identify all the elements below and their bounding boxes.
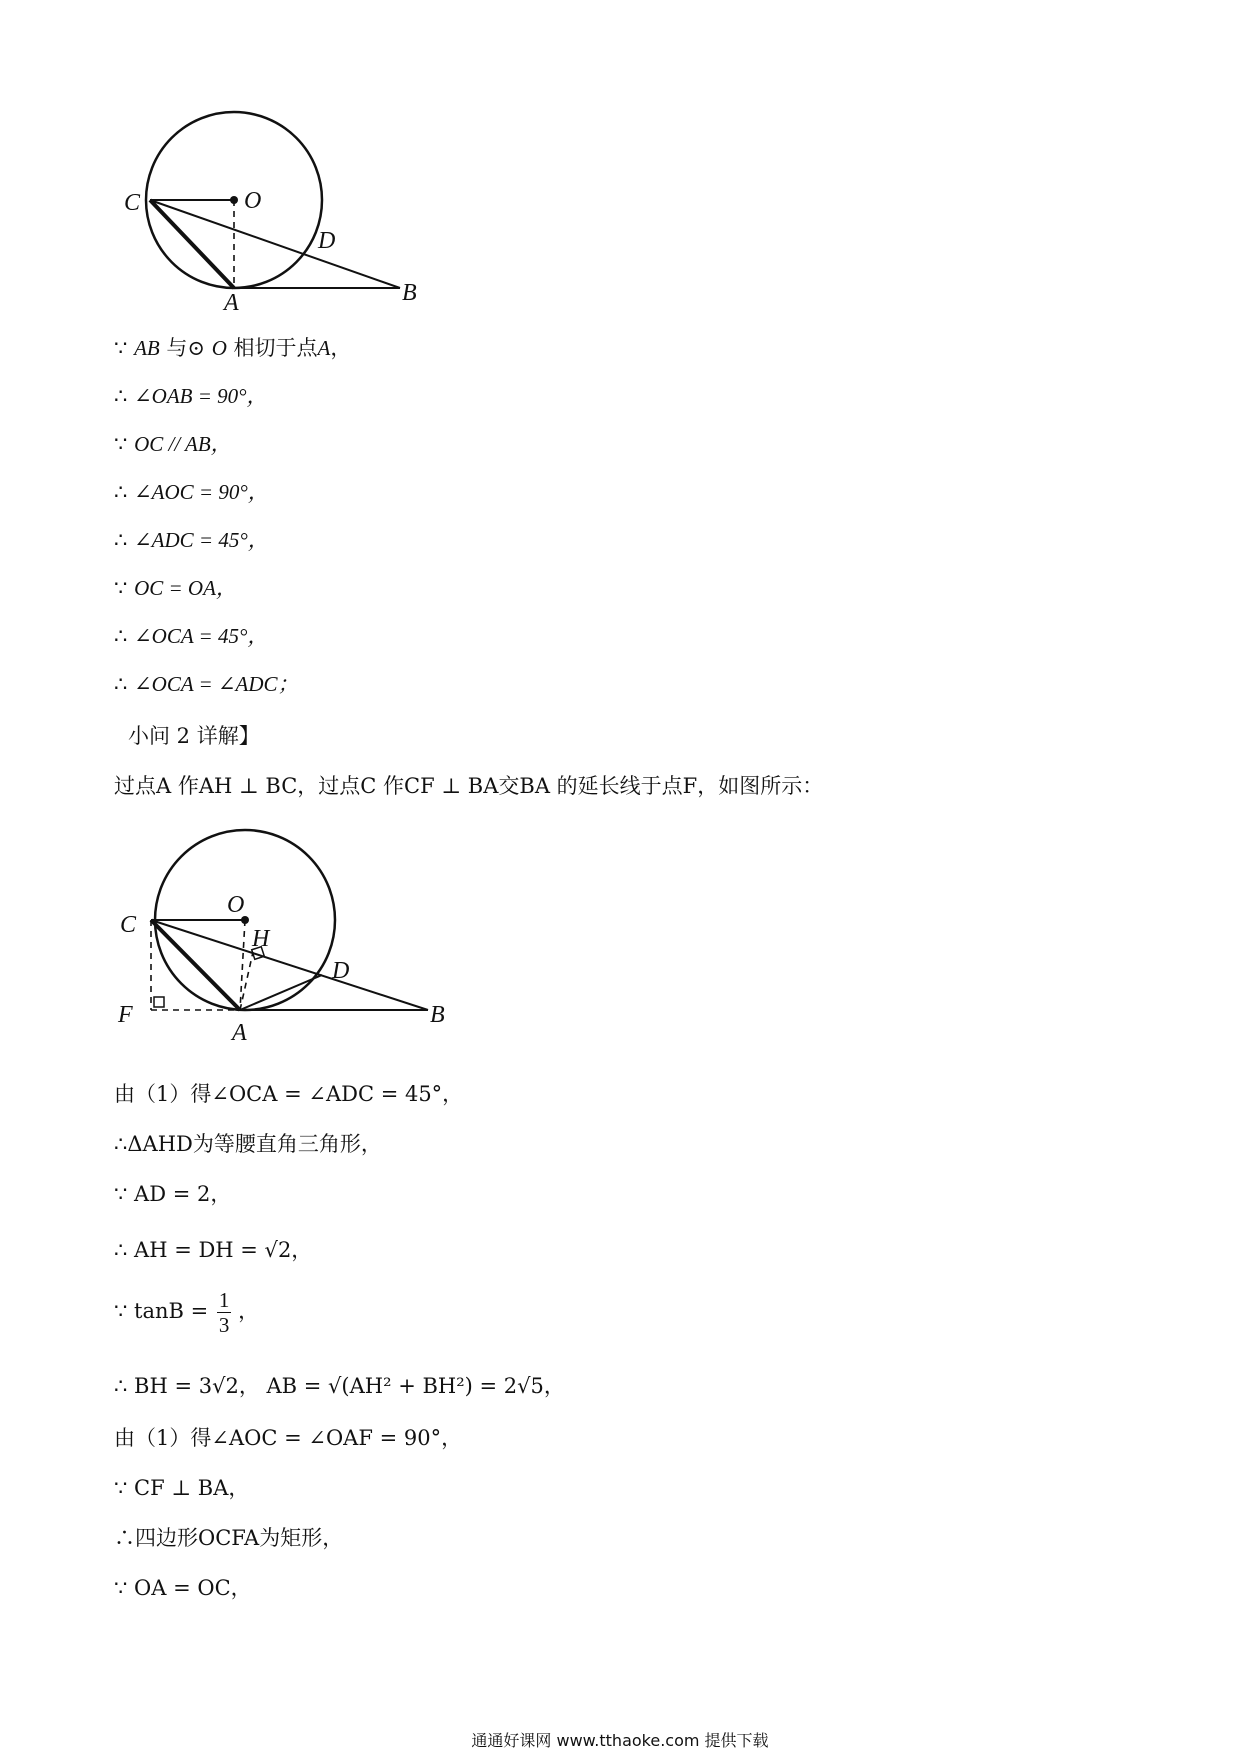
intro-text: 过点A 作AH ⊥ BC，过点C 作CF ⊥ BA交BA 的延长线于点F，如图所示： (114, 774, 824, 798)
step-1-3 (114, 430, 232, 458)
fraction-one-third (217, 1288, 232, 1337)
punct: ， (238, 1299, 260, 1323)
segment-ah-dashed (240, 952, 253, 1010)
step-text: ∠AOC = 90°， (134, 480, 269, 504)
step-2-1: 由（1）得∠OCA = ∠ADC = 45°， (114, 1082, 464, 1106)
section-title: 小问 2 详解】 (128, 724, 260, 748)
step-1-8 (114, 670, 299, 698)
step-text: ∠OCA = ∠ADC； (134, 672, 299, 696)
step-1-7 (114, 622, 268, 650)
step-2-5 (114, 1288, 259, 1337)
math-a: A (317, 336, 331, 360)
tan-prefix: ∵ tanB = (114, 1299, 215, 1323)
label-c: C (124, 190, 141, 216)
therefore-symbol: ∴ (114, 528, 128, 552)
text-tangent: 与⊙ (159, 336, 205, 360)
segment-ca (150, 200, 234, 288)
step-2-4: ∴ AH = DH = √2， (114, 1238, 313, 1262)
text-at-point: 相切于点 (226, 336, 318, 360)
step-1-1 (114, 334, 351, 362)
label-b: B (402, 280, 417, 306)
step-text: ∠OCA = 45°， (134, 624, 269, 648)
step-2-7: 由（1）得∠AOC = ∠OAF = 90°， (114, 1426, 463, 1450)
punct: ， (330, 336, 352, 360)
right-angle-f (154, 997, 164, 1007)
label-d: D (318, 228, 336, 254)
step-text: ∠OAB = 90°， (134, 384, 268, 408)
step-1-4 (114, 478, 269, 506)
step-text: OC // AB， (134, 432, 232, 456)
because-symbol: ∵ (114, 576, 128, 600)
step-2-6: ∴ BH = 3√2， AB = √(AH² + BH²) = 2√5， (114, 1374, 565, 1398)
math-ab: AB (134, 336, 160, 360)
because-symbol: ∵ (114, 336, 128, 360)
therefore-symbol: ∴ (114, 624, 128, 648)
label-a: A (232, 1020, 247, 1046)
step-2-3: ∵ AD = 2， (114, 1182, 232, 1206)
label-b: B (430, 1002, 445, 1028)
label-h: H (252, 926, 270, 952)
label-a: A (224, 290, 239, 316)
label-f: F (118, 1002, 133, 1028)
step-text: ∠ADC = 45°， (134, 528, 269, 552)
step-1-5 (114, 526, 269, 554)
therefore-symbol: ∴ (114, 672, 128, 696)
step-2-10: ∵ OA = OC， (114, 1576, 252, 1600)
label-o: O (227, 892, 245, 918)
label-o: O (244, 188, 262, 214)
label-d: D (332, 958, 350, 984)
therefore-symbol: ∴ (114, 384, 128, 408)
step-2-2: ∴ΔAHD为等腰直角三角形， (114, 1132, 382, 1156)
step-1-2 (114, 382, 268, 410)
segment-cb (151, 920, 428, 1010)
figure-1-circle-tangent (120, 100, 430, 320)
because-symbol: ∵ (114, 432, 128, 456)
numerator: 1 (218, 1288, 230, 1312)
step-2-8: ∵ CF ⊥ BA， (114, 1476, 250, 1500)
label-c: C (120, 912, 137, 938)
page-footer: 通通好课网 www.tthaoke.com 提供下载 (471, 1731, 769, 1750)
math-o: O (211, 336, 227, 360)
denominator: 3 (218, 1313, 230, 1337)
step-1-6 (114, 574, 237, 602)
step-text: OC = OA， (134, 576, 237, 600)
therefore-symbol: ∴ (114, 480, 128, 504)
figure-2-circle-auxiliary (110, 820, 460, 1060)
segment-ad (240, 975, 322, 1010)
step-2-9: ∴四边形OCFA为矩形， (114, 1526, 344, 1550)
